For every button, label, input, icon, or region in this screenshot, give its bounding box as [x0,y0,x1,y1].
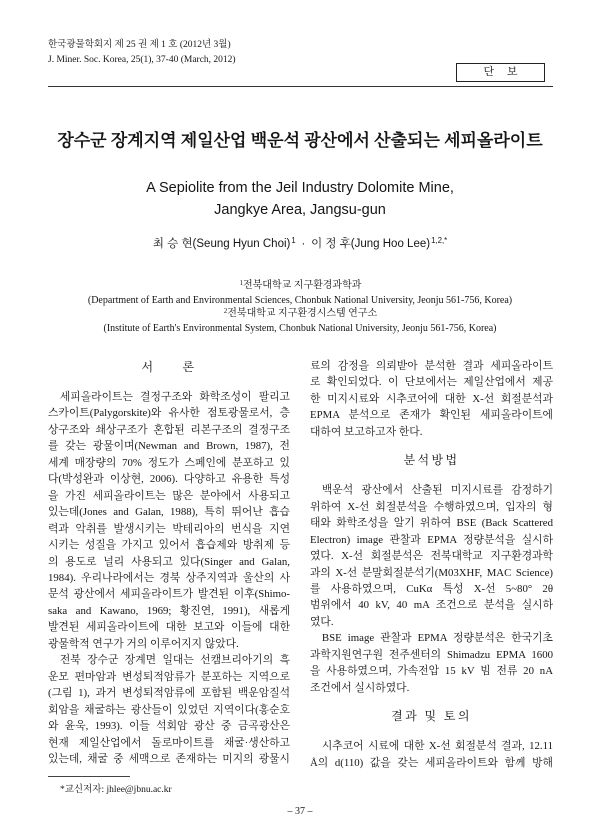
text-line: 를 사용하였으며, CuKα 특성 X-선 5~80° 2θ [310,582,553,595]
text-line: 을 사용하였으며, 가속전압 15 kV 빔 전류 20 nA [310,665,553,678]
text-line: 의 용도로 널리 사용되고 있다(Singer and Galan, [48,555,290,568]
text-line: BSE image 관찰과 EPMA 정량분석은 한국기초 [321,632,553,645]
text-line: 료의 감정을 의뢰받아 분석한 결과 세피올라이트 [310,360,553,372]
text-line: 시추코어 시료에 대한 X-선 회절분석 결과, 12.11 [321,740,553,753]
text-line: 대하여 보고하고자 한다. [310,425,423,438]
affiliation-1-korean [40,279,560,294]
text-line: 발견된 세피올라이트에 대한 보고와 이들에 대한 [48,621,290,634]
author-1-name: 최 승 현(Seung Hyun Choi) [152,238,291,250]
paragraph [48,652,290,767]
text-line: (그림 1), 과거 변성퇴적암류에 포함된 백운암질석 [48,687,290,700]
footnote-rule [48,776,130,777]
journal-citation-korean: 한국광물학회지 제 25 권 제 1 호 (2012년 3월) [48,40,231,50]
text-line: 범위에서 40 kV, 40 mA 조건으로 분석을 실시하 [310,599,553,612]
paragraph [48,389,290,652]
page-number: – 37 – [287,806,313,817]
text-line: saka and Kawano, 1969; 황진연, 1991), 새롭게 [48,604,290,617]
author-list [40,235,560,254]
affiliation-2-mark: 2 [223,308,228,316]
text-line: 스카이트(Palygorskite)와 유사한 점토광물로서, 층 [48,407,290,420]
title-english-line-1: A Sepiolite from the Jeil Industry Dolomite Mine, [146,180,454,196]
author-separator: · [301,238,306,250]
text-line: 과학지원연구원 전주센터의 Shimadzu EPMA 1600 [310,648,553,661]
text-line: 있는데(Jones and Galan, 1988), 특히 뛰어난 흡습 [48,506,290,519]
text-line: 전북 장수군 장계면 일대는 선캠브리아기의 흑 [59,654,290,667]
text-line: 회암을 채굴하는 광산들이 있었던 지역이다(홍순호 [48,703,290,716]
text-line: 다(박성완과 이상현, 2006). 다양하고 유용한 특성 [48,473,290,486]
section-heading: 분석방법 [403,453,460,468]
text-line: 와 윤욱, 1993). 이들 석회암 광산 중 금곡광산은 [48,720,290,733]
text-line: 였다. X-선 회절분석은 전북대학교 지구환경과학 [310,550,553,563]
text-line: 였다. [310,615,334,628]
title-english-line-2: Jangkye Area, Jangsu-gun [214,202,386,218]
affiliation-2-english: (Institute of Earth's Environmental System, Chonbuk National University, Jeonju 561-756, Korea) [103,323,497,335]
left-column [48,358,290,767]
text-line: 상구조와 쇄상구조가 혼합된 리본구조의 결정구조 [48,423,290,436]
text-line: 세피올라이트는 결정구조와 화학조성이 팔리고 [59,391,290,403]
paragraph [310,738,553,771]
text-line: 한 미지시료와 시추코어에 대한 X-선 회절분석과 [310,392,553,405]
affiliations [40,279,560,336]
text-line: 1984). 우리나라에서는 경북 상주지역과 울산의 사 [48,571,290,584]
title-korean: 장수군 장계지역 제일산업 백운석 광산에서 산출되는 세피올라이트 [57,131,543,150]
text-line: 운모 편마암과 변성퇴적암류가 분포하는 지역으로 [48,670,290,683]
paragraph [310,630,553,696]
text-line: 을 가진 세피올라이트는 많은 분야에서 사용되고 [48,489,290,502]
text-line: 조건에서 실시하였다. [310,681,410,694]
paragraph [310,358,553,440]
text-line: 과의 X-선 분말회절분석기(M03XHF, MAC Science) [310,566,553,579]
affiliation-1-english: (Department of Earth and Environmental Sciences, Chonbuk National University, Jeonju 561-756, Korea) [87,294,513,306]
text-line: 세계 매장량의 70% 정도가 스페인에 분포하고 있 [48,456,290,469]
affiliation-2-korean [40,307,560,322]
text-line: 현재 제일산업에서 돌로마이트를 채굴·생산하고 [48,736,290,749]
text-line: 를 갖는 광물이며(Newman and Brown, 1987), 전 [48,440,290,453]
text-line: Electron) image 관찰과 EPMA 정량분석을 실시하 [310,533,553,546]
journal-citation-english: J. Miner. Soc. Korea, 25(1), 37-40 (March, 2012) [48,55,236,65]
text-line: 문석 광산에서 세피올라이트가 발견된 이후(Shimo- [48,588,290,601]
section-heading: 서 론 [141,360,197,374]
text-line: 로 확인되었다. 이 단보에서는 제일산업에서 제공 [310,376,553,389]
text-line: 력과 악취를 발생시키는 박테리아의 번식을 지연 [48,522,290,535]
affiliation-1-mark: 1 [239,279,243,287]
title-english [40,177,560,221]
paragraph [310,482,553,630]
right-column [310,358,553,771]
text-line: Å의 d(110) 값을 갖는 세피올라이트와 함께 방해 [310,756,553,769]
author-2-name: 이 정 후(Jung Hoo Lee) [311,238,431,250]
text-line: EPMA 분석으로 존재가 확인된 세피올라이트에 [310,409,553,422]
author-2-affiliation-marks: 1,2,* [431,236,448,246]
text-line: 있는데, 채굴 중 세맥으로 존재하는 미지의 광물시 [48,752,290,765]
affiliation-2-name: 전북대학교 지구환경시스템 연구소 [227,308,378,320]
text-line: 백운석 광산에서 산출된 미지시료를 감정하기 [321,484,553,497]
text-line: 태와 화학조성을 알기 위하여 BSE (Back Scattered [310,517,553,530]
header-rule [48,86,553,87]
author-line [40,235,560,254]
section-heading: 결과 및 토의 [391,709,472,724]
author-1-affiliation-marks: 1 [291,236,296,246]
affiliation-1-name: 전북대학교 지구환경과학과 [242,280,362,291]
text-line: 광물학적 연구가 거의 이루어지지 않았다. [48,637,239,650]
article-type-badge: 단 보 [456,63,545,82]
corresponding-author-footnote: *교신저자: jhlee@jbnu.ac.kr [60,785,172,795]
text-line: 시키는 성질을 가지고 있어서 흡습제와 방취제 등 [48,539,290,552]
text-line: 위하여 X-선 회절분석을 수행하였으며, 입자의 형 [310,500,553,513]
